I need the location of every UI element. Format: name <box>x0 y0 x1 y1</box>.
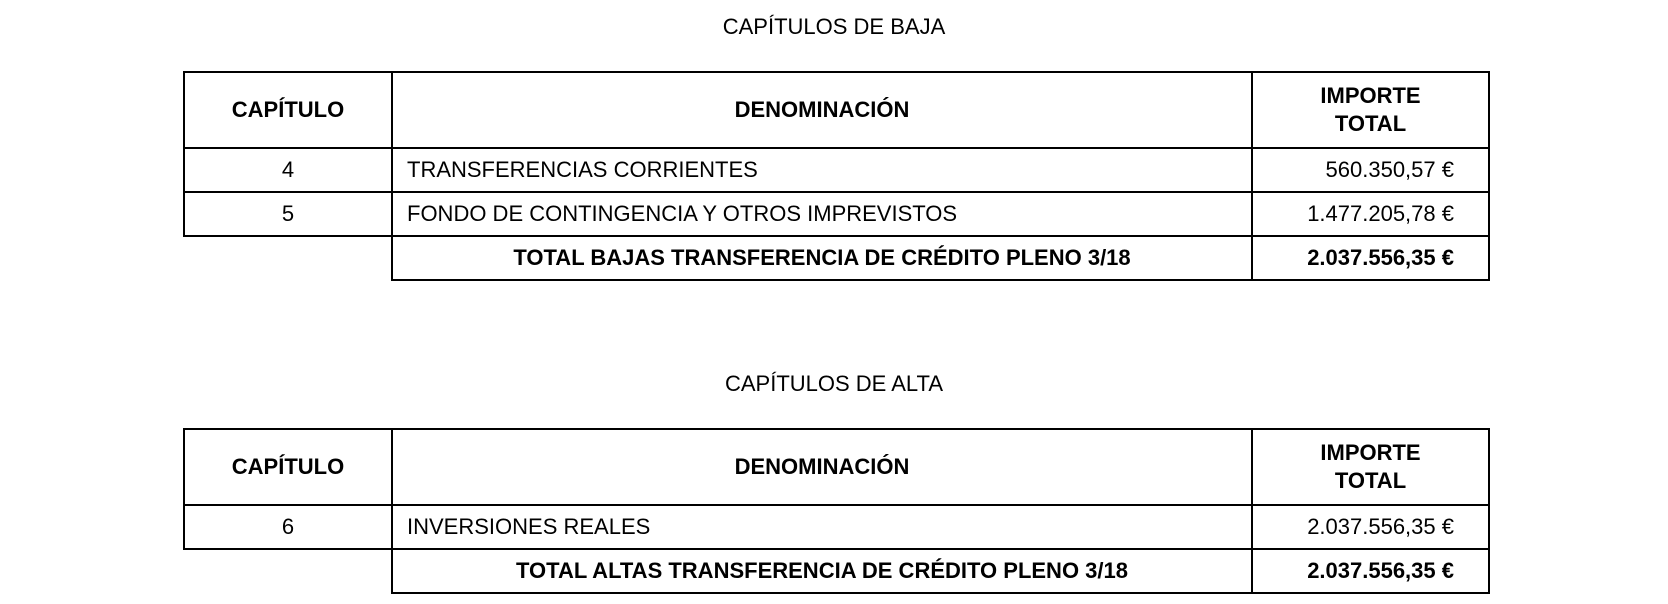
total-importe: 2.037.556,35 € <box>1252 549 1489 593</box>
cell-importe: 2.037.556,35 € <box>1252 505 1489 549</box>
table-header-row <box>184 72 1489 148</box>
table-alta <box>183 428 1490 594</box>
cell-capitulo: 6 <box>184 505 392 549</box>
total-row <box>184 236 1489 280</box>
total-label: TOTAL ALTAS TRANSFERENCIA DE CRÉDITO PLENO 3/18 <box>392 549 1252 593</box>
header-capitulo: CAPÍTULO <box>184 72 392 148</box>
section-title-alta: CAPÍTULOS DE ALTA <box>724 371 944 396</box>
total-row <box>184 549 1489 593</box>
cell-denominacion: INVERSIONES REALES <box>392 505 1252 549</box>
table-row <box>184 505 1489 549</box>
total-importe: 2.037.556,35 € <box>1252 236 1489 280</box>
cell-importe: 560.350,57 € <box>1252 148 1489 192</box>
total-label: TOTAL BAJAS TRANSFERENCIA DE CRÉDITO PLENO 3/18 <box>392 236 1252 280</box>
header-importe-line2: TOTAL <box>1334 468 1407 493</box>
table-row <box>184 192 1489 236</box>
cell-capitulo: 4 <box>184 148 392 192</box>
cell-denominacion: FONDO DE CONTINGENCIA Y OTROS IMPREVISTOS <box>392 192 1252 236</box>
table-row <box>184 148 1489 192</box>
header-denominacion: DENOMINACIÓN <box>392 72 1252 148</box>
table-baja <box>183 71 1490 281</box>
header-importe-line1: IMPORTE <box>1320 83 1421 108</box>
cell-denominacion: TRANSFERENCIAS CORRIENTES <box>392 148 1252 192</box>
total-blank-cell <box>184 236 392 280</box>
header-denominacion: DENOMINACIÓN <box>392 429 1252 505</box>
header-importe-total <box>1252 429 1489 505</box>
section-title-baja: CAPÍTULOS DE BAJA <box>722 14 946 39</box>
header-importe-line2: TOTAL <box>1334 111 1407 136</box>
cell-importe: 1.477.205,78 € <box>1252 192 1489 236</box>
total-blank-cell <box>184 549 392 593</box>
cell-capitulo: 5 <box>184 192 392 236</box>
table-header-row <box>184 429 1489 505</box>
header-importe-total <box>1252 72 1489 148</box>
header-capitulo: CAPÍTULO <box>184 429 392 505</box>
header-importe-line1: IMPORTE <box>1320 440 1421 465</box>
